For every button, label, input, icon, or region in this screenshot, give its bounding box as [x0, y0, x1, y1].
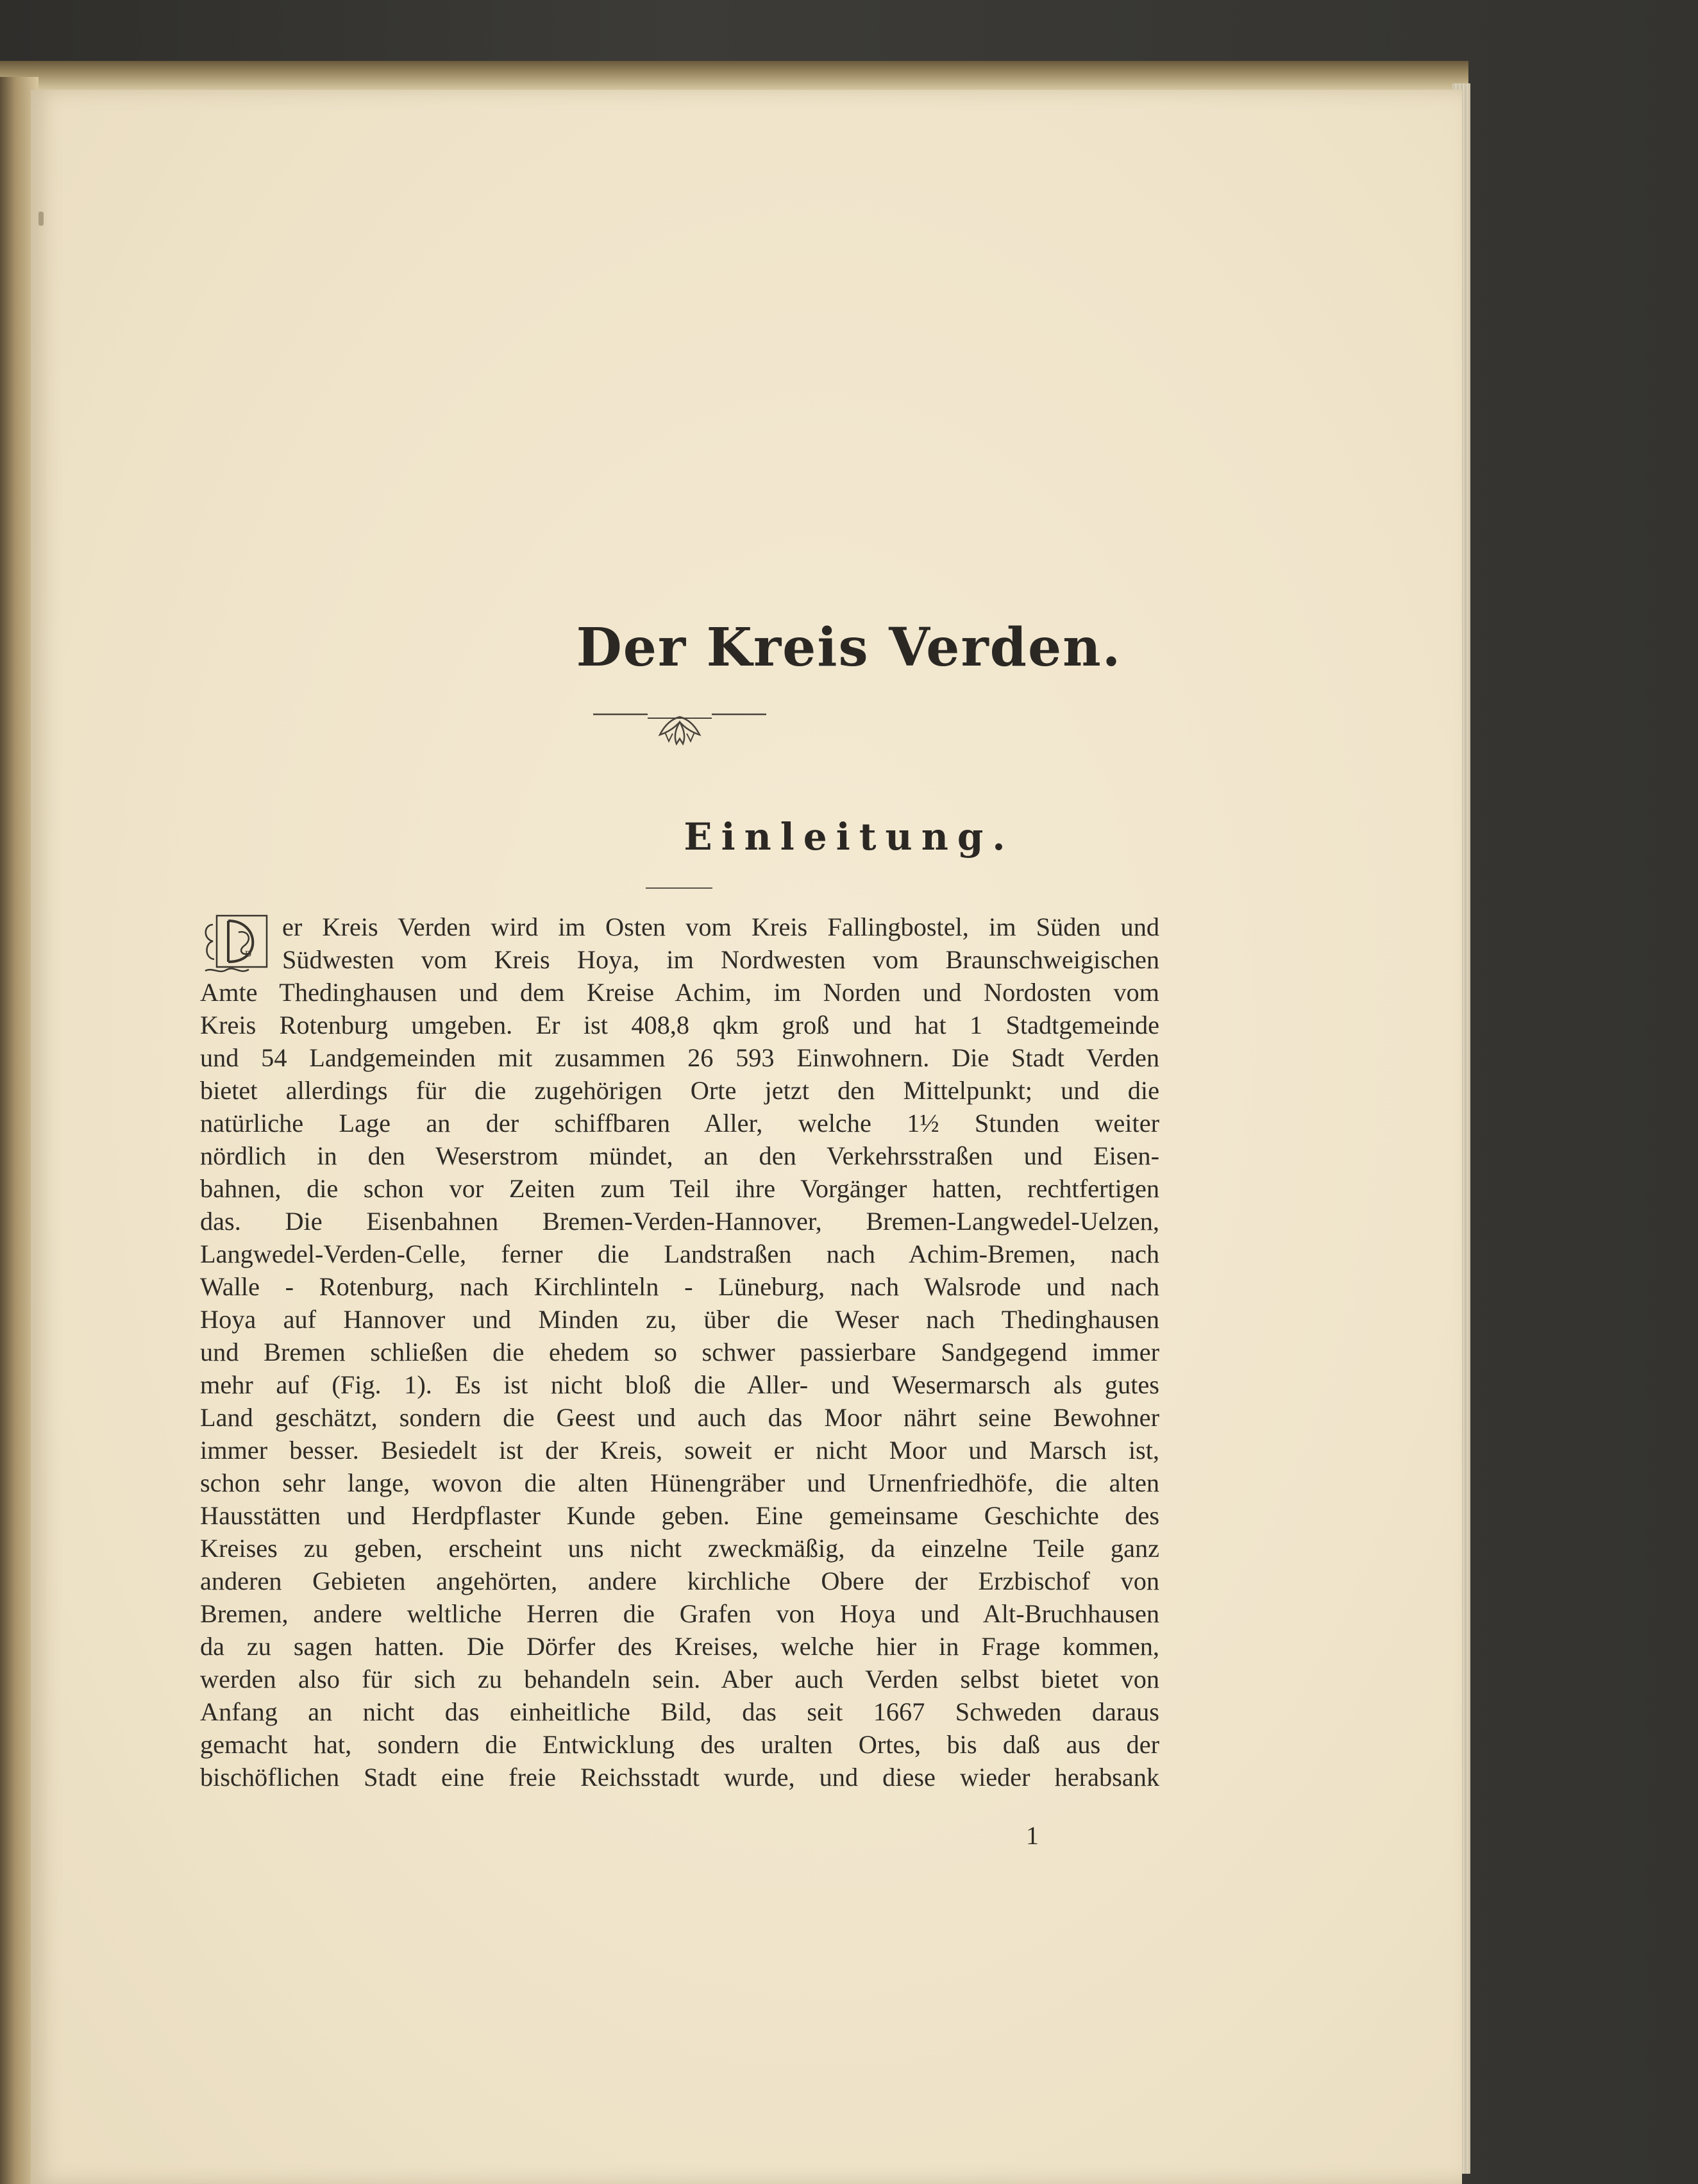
heading-rule — [646, 887, 712, 889]
text-line: mehr auf (Fig. 1). Es ist nicht bloß die Aller- und Wesermarsch als gutes — [200, 1370, 1159, 1399]
text-line: nördlich in den Weserstrom mündet, an den Verkehrsstraßen und Eisen- — [200, 1141, 1159, 1170]
initial-letter: D — [245, 950, 252, 959]
text-line: das. Die Eisenbahnen Bremen-Verden-Hannover, Bremen-Langwedel-Uelzen, — [200, 1207, 1159, 1236]
text-line: bietet allerdings für die zugehörigen Orte jetzt den Mittelpunkt; und die — [200, 1076, 1159, 1105]
text-line: Anfang an nicht das einheitliche Bild, das seit 1667 Schweden daraus — [200, 1697, 1159, 1726]
text-line: bischöflichen Stadt eine freie Reichsstadt wurde, und diese wieder herabsank — [200, 1763, 1159, 1792]
text-line: Kreises zu geben, erscheint uns nicht zweckmäßig, da einzelne Teile ganz — [200, 1534, 1159, 1563]
title-ornament-icon — [593, 704, 766, 749]
text-line: und 54 Landgemeinden mit zusammen 26 593 Einwohnern. Die Stadt Verden — [200, 1043, 1159, 1072]
section-heading: Einleitung. — [684, 815, 1014, 859]
text-line: Hoya auf Hannover und Minden zu, über die Weser nach Thedinghausen — [200, 1305, 1159, 1334]
text-line: schon sehr lange, wovon die alten Hünengräber und Urnenfriedhöfe, die alten — [200, 1468, 1159, 1497]
page-title: Der Kreis Verden. — [576, 617, 1122, 678]
text-line: natürliche Lage an der schiffbaren Aller, welche 1½ Stunden weiter — [200, 1109, 1159, 1138]
text-line: werden also für sich zu behandeln sein. Aber auch Verden selbst bietet von — [200, 1665, 1159, 1693]
text-line: da zu sagen hatten. Die Dörfer des Kreises, welche hier in Frage kommen, — [200, 1632, 1159, 1661]
text-line: Land geschätzt, sondern die Geest und auch das Moor nährt seine Bewohner — [200, 1403, 1159, 1432]
text-line: anderen Gebieten angehörten, andere kirchliche Obere der Erzbischof von — [200, 1567, 1159, 1595]
page-number: 1 — [1026, 1821, 1039, 1850]
text-line: Kreis Rotenburg umgeben. Er ist 408,8 qkm groß und hat 1 Stadtgemeinde — [200, 1011, 1159, 1039]
text-line: Südwesten vom Kreis Hoya, im Nordwesten vom Braunschweigischen — [282, 945, 1159, 974]
text-line: gemacht hat, sondern die Entwicklung des uralten Ortes, bis daß aus der — [200, 1730, 1159, 1759]
text-line: und Bremen schließen die ehedem so schwer passierbare Sandgegend immer — [200, 1338, 1159, 1366]
text-line: Amte Thedinghausen und dem Kreise Achim, im Norden und Nordosten vom — [200, 978, 1159, 1007]
text-line: bahnen, die schon vor Zeiten zum Teil ihre Vorgänger hatten, rechtfertigen — [200, 1174, 1159, 1203]
text-line: Hausstätten und Herdpflaster Kunde geben. Eine gemeinsame Geschichte des — [200, 1501, 1159, 1530]
body-paragraph — [200, 911, 1159, 1793]
text-line: Bremen, andere weltliche Herren die Grafen von Hoya und Alt-Bruchhausen — [200, 1599, 1159, 1628]
text-line: immer besser. Besiedelt ist der Kreis, soweit er nicht Moor und Marsch ist, — [200, 1436, 1159, 1465]
text-line: Walle - Rotenburg, nach Kirchlinteln - Lüneburg, nach Walsrode und nach — [200, 1272, 1159, 1301]
text-line: Langwedel-Verden-Celle, ferner die Landstraßen nach Achim-Bremen, nach — [200, 1239, 1159, 1268]
text-line: er Kreis Verden wird im Osten vom Kreis Fallingbostel, im Süden und — [282, 912, 1159, 941]
margin-mark — [38, 212, 44, 226]
